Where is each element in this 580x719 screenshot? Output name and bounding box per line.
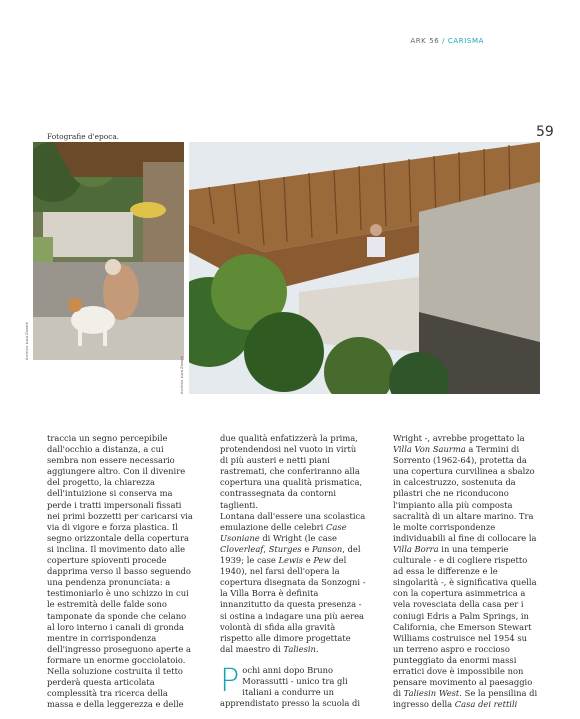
header-separator: /: [439, 37, 448, 45]
text-column-2: [220, 433, 366, 709]
historic-photo-man-with-dog: [33, 142, 184, 360]
column-2-paragraph-2: Lontana dall'essere una scolastica emulazione delle celebri Case Usoniane di Wright (le case Cloverleaf, Sturges e Panson, del 1939; le case Lewis e Pew del 1940), nel farsi dell'opera la copertura disegnata da Sonzogni - la Villa Borra è definita innanzitutto da questa presenza - si ostina a indagare una più aerea volontà di sfida alla gravità rispetto alle dimore progettate dal maestro di Taliesin.: [220, 510, 366, 654]
drop-cap: P: [220, 660, 240, 699]
historic-photo-villa-roof: [189, 142, 540, 394]
section-name: CARISMA: [447, 37, 484, 45]
photo-credit-left: Archivio Luca Zanotti: [25, 321, 29, 360]
column-2-paragraph-3: Pochi anni dopo Bruno Morassutti - unico tra gli italiani a condurre un apprendistato presso la scuola di: [220, 660, 361, 709]
page-number: 59: [536, 124, 554, 140]
magazine-issue: ARK 56: [410, 37, 440, 45]
photo-credit-right: Archivio Luca Zanotti: [180, 355, 184, 394]
text-column-3: [393, 433, 539, 710]
column-3-paragraph: Wright -, avrebbe progettato la Villa Von Saurma a Termini di Sorrento (1962-64), protetta da una copertura curvilinea a sbalzo in calcestruzzo, sostenuta da pilastri che ne riconducono l'impianto alla più composta sacralità di un altare marino. Tra le molte corrispondenze individuabili al fine di collocare la Villa Borra in una temperie culturale - e di cogliere rispetto ad essa le differenze e le singolarità -, è significativa quella con la copertura asimmetrica a vela rovesciata della casa per i coniugi Edris a Palm Springs, in California, che Emerson Stewart Williams costruisce nel 1954 su un terreno aspro e roccioso punteggiato da enormi massi erratici dove è impossibile non pensare movimento al paesaggio di Taliesin West. Se la pensilina di ingresso della Casa dei rettili: [393, 433, 538, 710]
text-column-1: [47, 433, 193, 710]
running-header: [410, 37, 484, 45]
photo-caption: Fotografie d'epoca.: [47, 132, 120, 141]
column-1-paragraph: traccia un segno percepibile dall'occhio a distanza, a cui sembra non essere necessario aggiungere altro. Con il divenire del progetto, la chiarezza dell'intuizione si conserva ma perde i tratti impersonali fissati nei primi bozzetti per caricarsi via via di vigore e forza plastica. Il segno orizzontale della copertura si inclina. Il movimento dato alle coperture spioventi procede dapprima verso il basso seguendo una pendenza pronunciata: a testimoniarlo è uno schizzo in cui le estremità delle falde sono tamponate da sponde che celano al loro interno i canali di gronda mentre in corrispondenza dell'ingresso proseguono aperte a formare un enorme gocciolatoio. Nella soluzione costruita il tetto perderà questa articolata complessità tra ricerca della massa e della leggerezza e delle: [47, 433, 193, 710]
column-2-paragraph-1: due qualità enfatizzerà la prima, protendendosi nel vuoto in virtù di più austeri e netti piani rastremati, che conferiranno alla copertura una qualità prismatica, contrassegnata da contorni taglienti.: [220, 433, 363, 510]
